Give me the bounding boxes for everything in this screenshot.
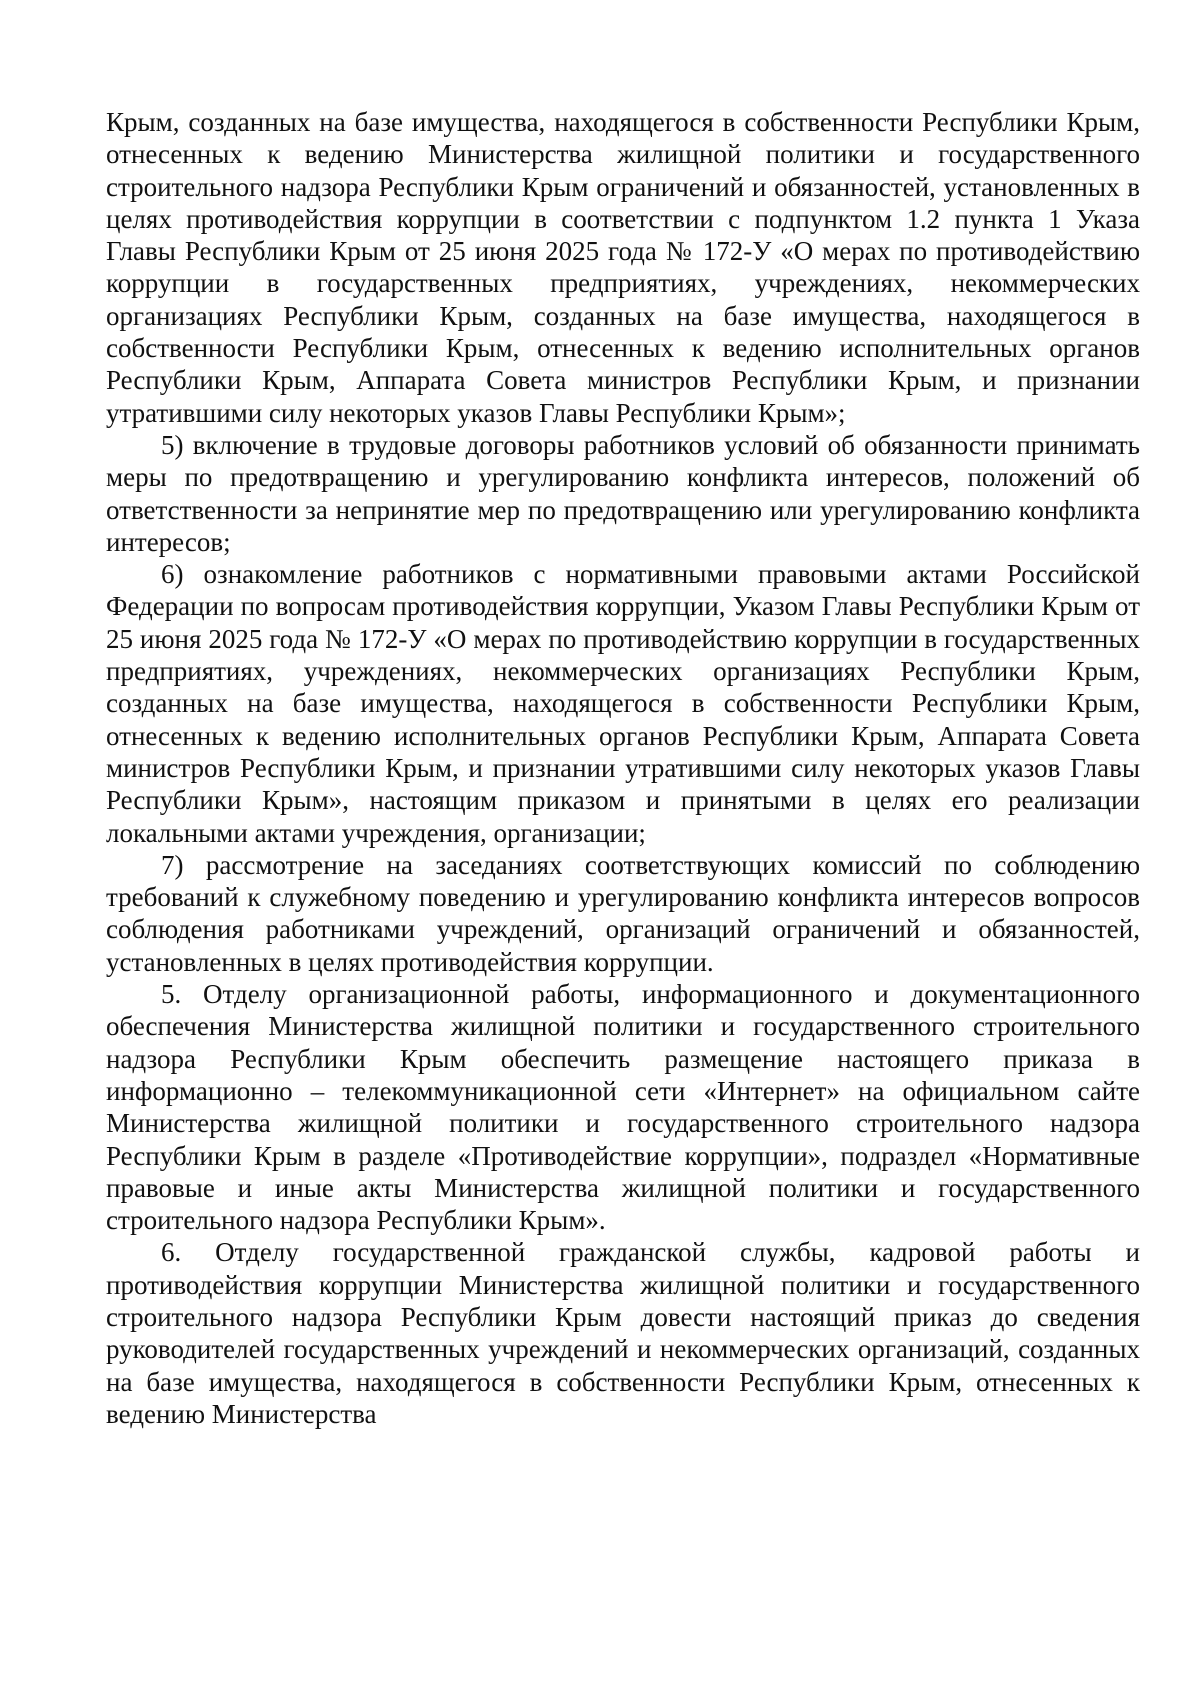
paragraph-item-5: 5) включение в трудовые договоры работников условий об обязанности принимать меры по предотвращению и урегулированию конфликта интересов, положений об ответственности за непринятие мер по предотвращению или урегулированию конфликта интересов;: [106, 429, 1140, 557]
paragraph-point-6: 6. Отделу государственной гражданской службы, кадровой работы и противодействия коррупции Министерства жилищной политики и государственного строительного надзора Республики Крым довести настоящий приказ до сведения руководителей государственных учреждений и некоммерческих организаций, созданных на базе имущества, находящегося в собственности Республики Крым, отнесенных к ведению Министерства: [106, 1237, 1140, 1429]
paragraph-item-7: 7) рассмотрение на заседаниях соответствующих комиссий по соблюдению требований к служебному поведению и урегулированию конфликта интересов вопросов соблюдения работниками учреждений, организаций ограничений и обязанностей, установленных в целях противодействия коррупции.: [106, 849, 1140, 977]
paragraph-point-5: 5. Отделу организационной работы, информационного и документационного обеспечения Министерства жилищной политики и государственного строительного надзора Республики Крым обеспечить размещение настоящего приказа в информационно – телекоммуникационной сети «Интернет» на официальном сайте Министерства жилищной политики и государственного строительного надзора Республики Крым в разделе «Противодействие коррупции», подраздел «Нормативные правовые и иные акты Министерства жилищной политики и государственного строительного надзора Республики Крым».: [106, 979, 1140, 1236]
document-page: [106, 106, 1140, 1430]
paragraph-continuation: Крым, созданных на базе имущества, находящегося в собственности Республики Крым, отнесенных к ведению Министерства жилищной политики и государственного строительного надзора Республики Крым ограничений и обязанностей, установленных в целях противодействия коррупции в соответствии с подпунктом 1.2 пункта 1 Указа Главы Республики Крым от 25 июня 2025 года № 172-У «О мерах по противодействию коррупции в государственных предприятиях, учреждениях, некоммерческих организациях Республики Крым, созданных на базе имущества, находящегося в собственности Республики Крым, отнесенных к ведению исполнительных органов Республики Крым, Аппарата Совета министров Республики Крым, и признании утратившими силу некоторых указов Главы Республики Крым»;: [106, 107, 1140, 428]
paragraph-item-6: 6) ознакомление работников с нормативными правовыми актами Российской Федерации по вопросам противодействия коррупции, Указом Главы Республики Крым от 25 июня 2025 года № 172-У «О мерах по противодействию коррупции в государственных предприятиях, учреждениях, некоммерческих организациях Республики Крым, созданных на базе имущества, находящегося в собственности Республики Крым, отнесенных к ведению исполнительных органов Республики Крым, Аппарата Совета министров Республики Крым, и признании утратившими силу некоторых указов Главы Республики Крым», настоящим приказом и принятыми в целях его реализации локальными актами учреждения, организации;: [106, 559, 1140, 848]
